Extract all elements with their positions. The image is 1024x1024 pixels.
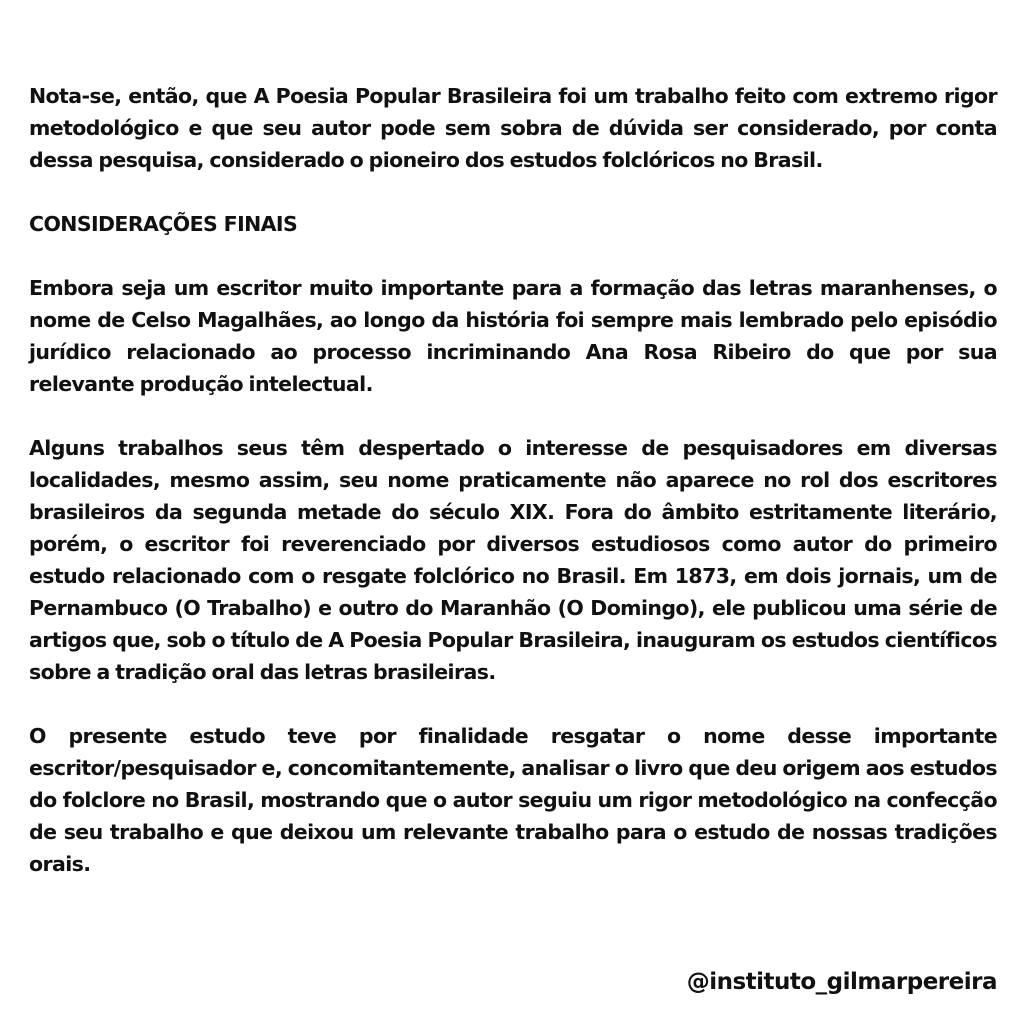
instagram-handle: @instituto_gilmarpereira [686,969,997,995]
paragraph-3: O presente estudo teve por finalidade resgatar o nome desse importante escritor/pesquisador e, concomitantemente, analisar o livro que deu origem aos estudos do folclore no Brasil, mostrando que o autor seguiu um rigor metodológico na confecção de seu trabalho e que deixou um relevante trabalho para o estudo de nossas tradições orais. [29,724,997,876]
paragraph-2: Alguns trabalhos seus têm despertado o interesse de pesquisadores em diversas localidades, mesmo assim, seu nome praticamente não aparece no rol dos escritores brasileiros da segunda metade do século XIX. Fora do âmbito estritamente literário, porém, o escritor foi reverenciado por diversos estudiosos como autor do primeiro estudo relacionado com o resgate folclórico no Brasil. Em 1873, em dois jornais, um de Pernambuco (O Trabalho) e outro do Maranhão (O Domingo), ele publicou uma série de artigos que, sob o título de A Poesia Popular Brasileira, inauguram os estudos científicos sobre a tradição oral das letras brasileiras. [29,436,997,684]
paragraph-1: Embora seja um escritor muito importante para a formação das letras maranhenses, o nome de Celso Magalhães, ao longo da história foi sempre mais lembrado pelo episódio jurídico relacionado ao processo incriminando Ana Rosa Ribeiro do que por sua relevante produção intelectual. [29,276,997,396]
section-heading: CONSIDERAÇÕES FINAIS [29,212,298,236]
document-body [29,80,997,912]
intro-paragraph: Nota-se, então, que A Poesia Popular Brasileira foi um trabalho feito com extremo rigor metodológico e que seu autor pode sem sobra de dúvida ser considerado, por conta dessa pesquisa, considerado o pioneiro dos estudos folclóricos no Brasil. [29,84,997,172]
